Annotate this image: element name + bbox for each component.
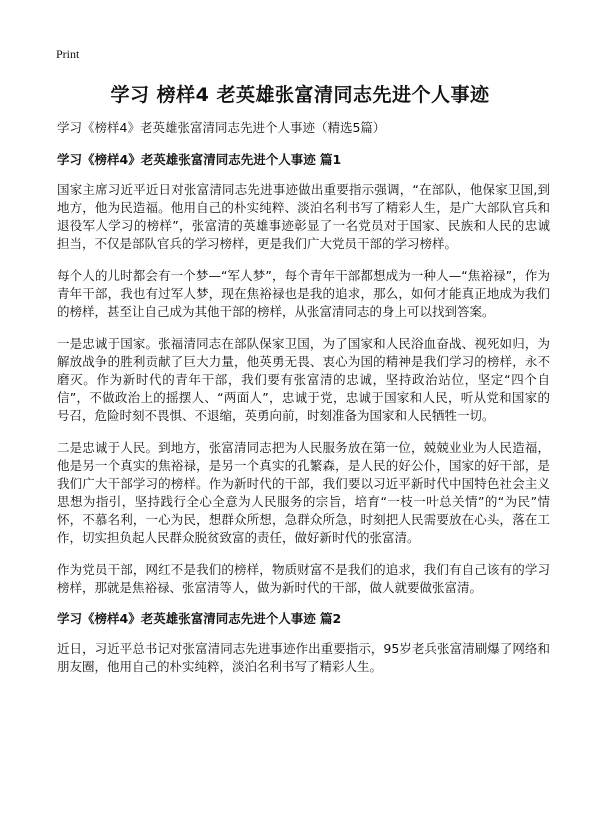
section-heading: 学习《榜样4》老英雄张富清同志先进个人事迹 篇2	[57, 611, 342, 626]
print-link[interactable]: Print	[56, 47, 80, 61]
page-title: 学习 榜样4 老英雄张富清同志先进个人事迹	[110, 84, 490, 106]
paragraph: 每个人的儿时都会有一个梦—“军人梦”，每个青年干部都想成为一种人—“焦裕禄”，作为青年干部，我也有过军人梦，现在焦裕禄也是我的追求，那么，如何才能真正地成为我们的榜样，甚至让自己成为其他干部的榜样，从张富清同志的身上可以找到答案。	[57, 268, 550, 319]
paragraph: 近日，习近平总书记对张富清同志先进事迹作出重要指示，95岁老兵张富清刷爆了网络和朋友圈，他用自己的朴实纯粹，淡泊名利书写了精彩人生。	[57, 641, 550, 674]
section-heading: 学习《榜样4》老英雄张富清同志先进个人事迹 篇1	[57, 152, 342, 167]
paragraph: 一是忠诚于国家。张福清同志在部队保家卫国，为了国家和人民浴血奋战、视死如归，为解放战争的胜利贡献了巨大力量，他英勇无畏、衷心为国的精神是我们学习的榜样，永不磨灭。作为新时代的青年干部，我们要有张富清的忠诚，坚持政治站位，坚定“四个自信”，不做政治上的摇摆人、“两面人”，忠诚于党，忠诚于国家和人民，听从党和国家的号召，危险时刻不畏惧、不退缩，英勇向前，时刻准备为国家和人民牺牲一切。	[57, 336, 550, 423]
article-subtitle: 学习《榜样4》老英雄张富清同志先进个人事迹（精选5篇）	[57, 120, 386, 135]
section-1	[57, 152, 550, 597]
paragraph: 二是忠诚于人民。到地方，张富清同志把为人民服务放在第一位，兢兢业业为人民造福，他是另一个真实的焦裕禄，是另一个真实的孔繁森，是人民的好公仆，国家的好干部，是我们广大干部学习的榜样。作为新时代的干部，我们要以习近平新时代中国特色社会主义思想为指引，坚持践行全心全意为人民服务的宗旨，培育“一枝一叶总关情”的“为民”情怀，不慕名利，一心为民，想群众所想，急群众所急，时刻把人民需要放在心头，落在工作，切实担负起人民群众脱贫致富的责任，做好新时代的张富清。	[57, 440, 550, 545]
paragraph: 国家主席习近平近日对张富清同志先进事迹做出重要指示强调，“在部队，他保家卫国,到地方，他为民造福。他用自己的朴实纯粹、淡泊名利书写了精彩人生，是广大部队官兵和退役军人学习的榜样”，张富清的英雄事迹彰显了一名党员对于国家、民族和人民的忠诚担当，不仅是部队官兵的学习榜样，更是我们广大党员干部的学习榜样。	[57, 182, 550, 251]
section-2	[57, 611, 550, 676]
article-body	[57, 120, 550, 690]
paragraph: 作为党员干部，网红不是我们的榜样，物质财富不是我们的追求，我们有自己该有的学习榜样，那就是焦裕禄、张富清等人，做为新时代的干部，做人就要做张富清。	[57, 562, 550, 595]
